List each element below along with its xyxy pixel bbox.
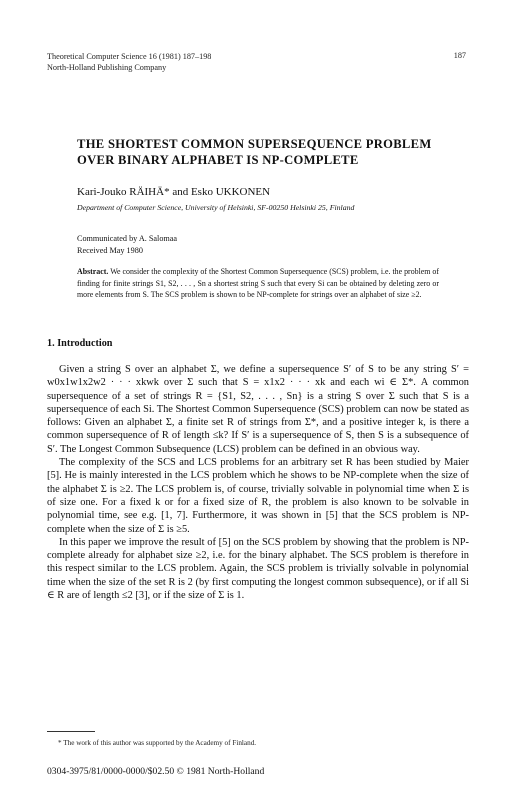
page-number: 187 — [453, 51, 466, 60]
publisher-name: North-Holland Publishing Company — [47, 63, 167, 72]
paragraph-2: The complexity of the SCS and LCS problems for an arbitrary set R has been studied by Maier [5]. He is mainly interested in the LCS problem which he shows to be NP-complete when the size of the alphabet Σ is ≥2. The LCS problem is, of course, trivially solvable in polynomial time when Σ is of size one. For a fixed k or for a fixed size of R, the problem is also known to be solvable in polynomial time, see e.g. [1, 7]. Furthermore, it was shown in [5] that the SCS problem is NP-complete when the size of Σ is ≥5. — [47, 457, 469, 535]
author-list: Kari-Jouko RÄIHÄ* and Esko UKKONEN — [77, 186, 271, 198]
abstract-label: Abstract. — [77, 267, 109, 276]
section-heading: 1. Introduction — [47, 338, 113, 349]
editorial-info — [77, 233, 177, 256]
paragraph-3: In this paper we improve the result of [5] on the SCS problem by showing that the problem is NP-complete already for alphabet size ≥2, i.e. for the binary alphabet. The SCS problem is therefore in this respect similar to the LCS problem. Again, the SCS problem is trivially solvable in polynomial time when the size of the set R is 2 (by first computing the longest common subsequence), or if all Si ∈ R are of length ≤2 [3], or if the size of Σ is 1. — [47, 536, 469, 602]
abstract — [77, 266, 439, 301]
body-text — [47, 363, 469, 602]
paragraph-1: Given a string S over an alphabet Σ, we define a supersequence S′ of S to be any string S′ = w0x1w1x2w2 · · · xkwk over Σ such that S = x1x2 · · · xk and each wi ∈ Σ*. A common supersequence of a set of strings R = {S1, S2, . . . , Sn} is a string S over Σ such that S is a supersequence of each Si. The Shortest Common Supersequence (SCS) problem can now be stated as follows: Given an alphabet Σ, a finite set R of strings from Σ*, and a positive integer k, is there a common supersequence of R of length ≤k? If S′ is a supersequence of S, then S is a subsequence of S′. The Longest Common Subsequence (LCS) problem can be defined in an obvious way. — [47, 364, 469, 455]
footnote-rule — [47, 731, 95, 732]
journal-header — [47, 51, 211, 73]
communicated-by: Communicated by A. Salomaa — [77, 234, 178, 243]
journal-name: Theoretical Computer Science 16 (1981) 187–198 — [47, 52, 212, 61]
title-line-1: THE SHORTEST COMMON SUPERSEQUENCE PROBLEM — [77, 137, 432, 151]
received-date: Received May 1980 — [77, 245, 143, 255]
copyright-line: 0304-3975/81/0000-0000/$02.50 © 1981 North-Holland — [47, 766, 265, 777]
title-line-2: OVER BINARY ALPHABET IS NP-COMPLETE — [77, 152, 359, 167]
footnote: * The work of this author was supported by the Academy of Finland. — [58, 739, 257, 747]
affiliation: Department of Computer Science, University of Helsinki, SF-00250 Helsinki 25, Finland — [77, 203, 355, 212]
paper-title — [77, 137, 467, 168]
abstract-text: We consider the complexity of the Shortest Common Supersequence (SCS) problem, i.e. the problem of finding for finite strings S1, S2, . . . , Sn a shortest string S such that every Si can be obtained by deleting zero or more elements from S. The SCS problem is shown to be NP-complete for strings over an alphabet of size ≥2. — [77, 267, 439, 299]
